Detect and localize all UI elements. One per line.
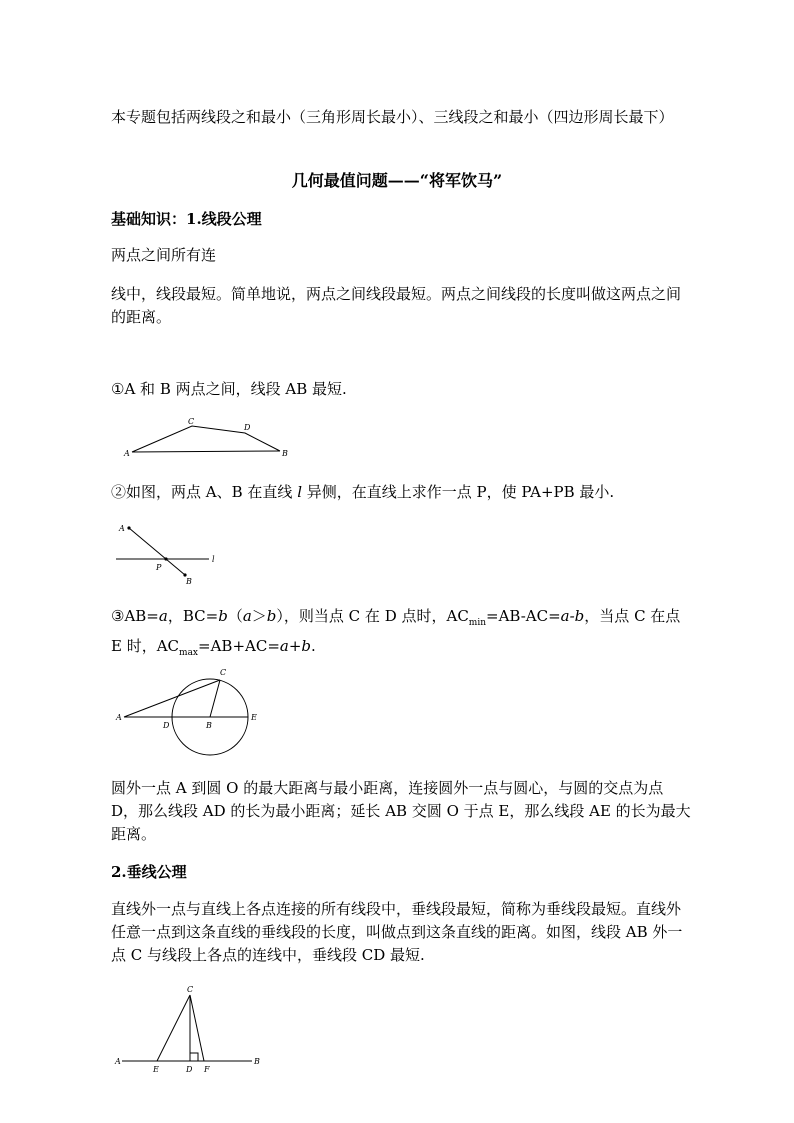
label-b: B <box>186 577 192 586</box>
figure-circle-distance <box>112 665 272 765</box>
point-a <box>127 526 130 529</box>
label-c: C <box>220 668 227 677</box>
figure-perpendicular <box>112 983 272 1075</box>
item3-frag: . <box>311 637 316 655</box>
item3-frag: =AB-AC= <box>486 607 561 625</box>
label-a: A <box>115 1057 121 1066</box>
item1-text <box>111 378 691 401</box>
label-b: B <box>254 1057 260 1066</box>
item3-text <box>111 605 691 665</box>
item3-frag: ，当点 C 在点 E 时，AC <box>111 607 681 655</box>
item1-number: ① <box>111 380 125 398</box>
item2-number: ② <box>111 483 127 501</box>
min-subscript: min <box>468 618 487 628</box>
right-angle-mark <box>190 1053 198 1061</box>
item2-text-part2: 异侧，在直线上求作一点 P，使 PA+PB 最小. <box>302 483 615 501</box>
var-b: b <box>218 607 228 625</box>
label-f: F <box>204 1065 210 1074</box>
segment-ab <box>132 451 280 452</box>
label-l: l <box>212 555 215 564</box>
section-heading-perpendicular: 2.垂线公理 <box>111 863 187 881</box>
paragraph-segment-axiom-start: 两点之间所有连 <box>111 246 217 264</box>
figure-line-points <box>112 518 222 586</box>
item3-number: ③ <box>111 607 125 625</box>
path-a-c-d-b <box>132 426 280 452</box>
label-c: C <box>187 985 194 994</box>
label-a: A <box>116 713 122 722</box>
label-b: B <box>206 721 212 730</box>
a-plus-b: a+b <box>279 637 312 655</box>
gt-sign: ＞ <box>251 607 267 625</box>
item2-text <box>111 481 691 504</box>
a-minus-b: a-b <box>560 607 585 625</box>
figure-quadrilateral <box>120 414 300 462</box>
basics-heading: 基础知识：1.线段公理 <box>111 210 262 228</box>
item3-frag: =AB+AC= <box>198 637 280 655</box>
var-b: b <box>266 607 277 625</box>
segment-bc <box>210 680 220 717</box>
item3-frag: ，BC= <box>167 607 219 625</box>
item3-frag: （ <box>227 607 243 625</box>
label-d: D <box>163 721 170 730</box>
label-a: A <box>124 449 130 458</box>
item1-statement: A 和 B 两点之间，线段 AB 最短. <box>124 380 347 398</box>
max-subscript: max <box>179 648 199 658</box>
var-a: a <box>242 607 252 625</box>
label-a: A <box>119 524 125 533</box>
page-title: 几何最值问题——“将军饮马” <box>291 171 503 190</box>
intro-paragraph: 本专题包括两线段之和最小（三角形周长最小）、三线段之和最小（四边形周长最下） <box>111 108 674 126</box>
paragraph-circle-distance: 圆外一点 A 到圆 O 的最大距离与最小距离，连接圆外一点与圆心，与圆的交点为点 D，那么线段 AD 的长为最小距离；延长 AB 交圆 O 于点 E，那么线段 AE 的长为最大距离。 <box>111 779 691 843</box>
label-d: D <box>186 1065 193 1074</box>
label-c: C <box>188 417 195 426</box>
label-b: B <box>282 449 288 458</box>
var-a: a <box>158 607 168 625</box>
item2-text-part1: 如图，两点 A、B 在直线 <box>126 483 298 501</box>
label-p: P <box>156 563 162 572</box>
item2-line-name: l <box>297 483 302 501</box>
label-d: D <box>244 423 251 432</box>
segment-cf <box>190 995 204 1061</box>
segment-ce <box>157 995 190 1061</box>
item3-frag: AB= <box>124 607 159 625</box>
point-p <box>164 557 167 560</box>
item3-frag: ），则当点 C 在 D 点时，AC <box>276 607 469 625</box>
paragraph-perpendicular: 直线外一点与直线上各点连接的所有线段中，垂线段最短，简称为垂线段最短。直线外任意一点到这条直线的垂线段的长度，叫做点到这条直线的距离。如图，线段 AB 外一点 C 与线段上各点的连线中，垂线段 CD 最短. <box>111 900 683 964</box>
label-e: E <box>153 1065 159 1074</box>
label-e: E <box>251 713 257 722</box>
paragraph-segment-axiom: 线中，线段最短。简单地说，两点之间线段最短。两点之间线段的长度叫做这两点之间的距离。 <box>111 285 682 326</box>
